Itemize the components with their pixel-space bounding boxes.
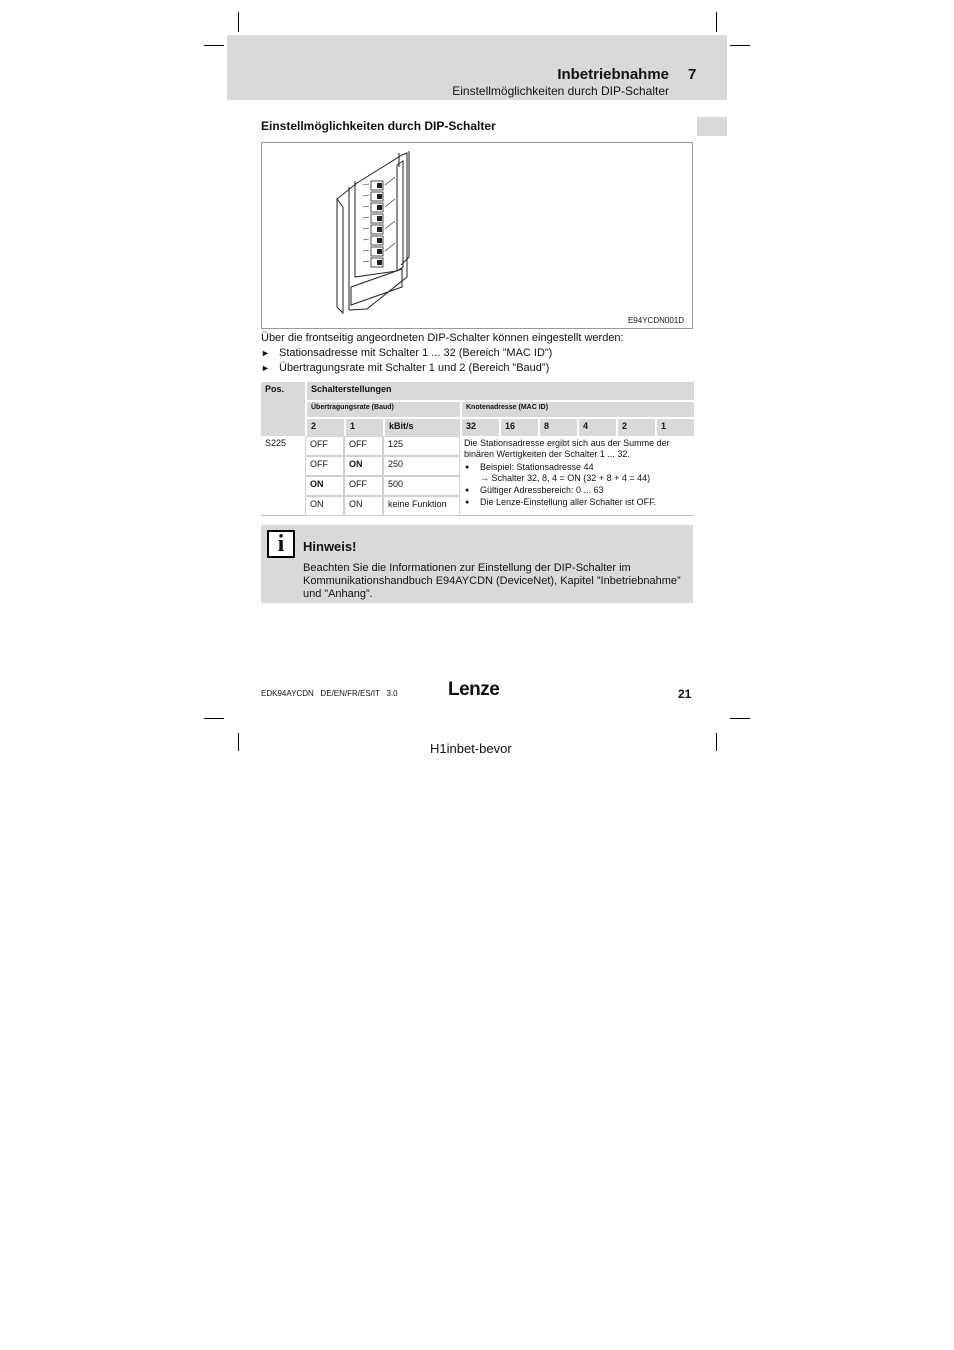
chapter-title: Inbetriebnahme (557, 66, 669, 83)
crop-mark (730, 718, 750, 719)
list-item (464, 497, 690, 508)
list-item-text: Übertragungsrate mit Schalter 1 und 2 (Bereich ”Baud”) (279, 362, 550, 374)
list-item-text: Die Lenze-Einstellung aller Schalter ist OFF. (480, 497, 657, 507)
mac-description (460, 436, 694, 516)
rate-cell: 125 (383, 436, 460, 456)
chapter-number: 7 (688, 66, 697, 83)
list-item-text: Gültiger Adressbereich: 0 ... 63 (480, 485, 604, 495)
note-box (261, 525, 693, 603)
list-item-text: Beispiel: Stationsadresse 44 (480, 462, 594, 472)
column-header: 2 (305, 417, 344, 436)
crop-mark (238, 733, 239, 751)
section-title: Einstellmöglichkeiten durch DIP-Schalter (261, 119, 496, 133)
page-label: H1inbet-bevor (430, 741, 512, 756)
pos-cell: S225 (261, 436, 305, 516)
dip-switch-illustration (327, 147, 487, 322)
column-header: 16 (499, 417, 538, 436)
arrow-icon: ► (261, 363, 270, 373)
switch-cell: ON (305, 496, 344, 516)
list-item-text: Stationsadresse mit Schalter 1 ... 32 (Bereich ”MAC ID”) (279, 347, 553, 359)
column-header: 2 (616, 417, 655, 436)
column-header: 1 (655, 417, 694, 436)
figure-code: E94YCDN001D (627, 316, 684, 325)
switch-cell: OFF (305, 456, 344, 476)
list-item (464, 485, 690, 496)
crop-mark (204, 718, 224, 719)
info-icon: i (267, 530, 295, 558)
column-header: 4 (577, 417, 616, 436)
arrow-icon: ► (261, 348, 270, 358)
rate-cell: keine Funktion (383, 496, 460, 516)
rate-cell: 500 (383, 476, 460, 496)
crop-mark (238, 12, 239, 32)
baud-header: Übertragungsrate (Baud) (305, 400, 460, 417)
table-row (261, 436, 694, 456)
rate-cell: 250 (383, 456, 460, 476)
chapter-subtitle: Einstellmöglichkeiten durch DIP-Schalter (452, 84, 669, 98)
dip-switch-table (261, 382, 694, 516)
list-item-detail: → Schalter 32, 8, 4 = ON (32 + 8 + 4 = 44) (480, 473, 651, 483)
description-intro: Die Stationsadresse ergibt sich aus der Summe der binären Wertigkeiten der Schalter 1 ... 32. (464, 438, 670, 459)
list-item (464, 462, 690, 484)
document-id: EDK94AYCDN DE/EN/FR/ES/IT 3.0 (261, 689, 398, 698)
page-tab-marker (697, 117, 727, 136)
switch-cell: ON (344, 456, 383, 476)
page-number: 21 (678, 687, 692, 701)
intro-text: Über die frontseitig angeordneten DIP-Schalter können eingestellt werden: (261, 332, 624, 344)
note-body: Beachten Sie die Informationen zur Einstellung der DIP-Schalter im Kommunikationshandbuch E94AYCDN (DeviceNet), Kapitel ”Inbetriebnahme” und ”Anhang”. (303, 562, 681, 600)
pos-header: Pos. (261, 382, 305, 436)
dip-switch-figure (261, 142, 693, 329)
switch-cell: ON (305, 476, 344, 496)
switch-cell: ON (344, 496, 383, 516)
column-header: 1 (344, 417, 383, 436)
settings-header: Schalterstellungen (305, 382, 694, 400)
crop-mark (204, 45, 224, 46)
switch-cell: OFF (344, 476, 383, 496)
column-header: 32 (460, 417, 499, 436)
list-item (261, 362, 549, 374)
crop-mark (730, 45, 750, 46)
crop-mark (716, 733, 717, 751)
column-header: 8 (538, 417, 577, 436)
list-item (261, 347, 552, 359)
switch-cell: OFF (344, 436, 383, 456)
crop-mark (716, 12, 717, 32)
note-title: Hinweis! (303, 539, 357, 554)
lenze-logo: Lenze (448, 679, 500, 700)
column-header: kBit/s (383, 417, 460, 436)
switch-cell: OFF (305, 436, 344, 456)
mac-header: Knotenadresse (MAC ID) (460, 400, 694, 417)
